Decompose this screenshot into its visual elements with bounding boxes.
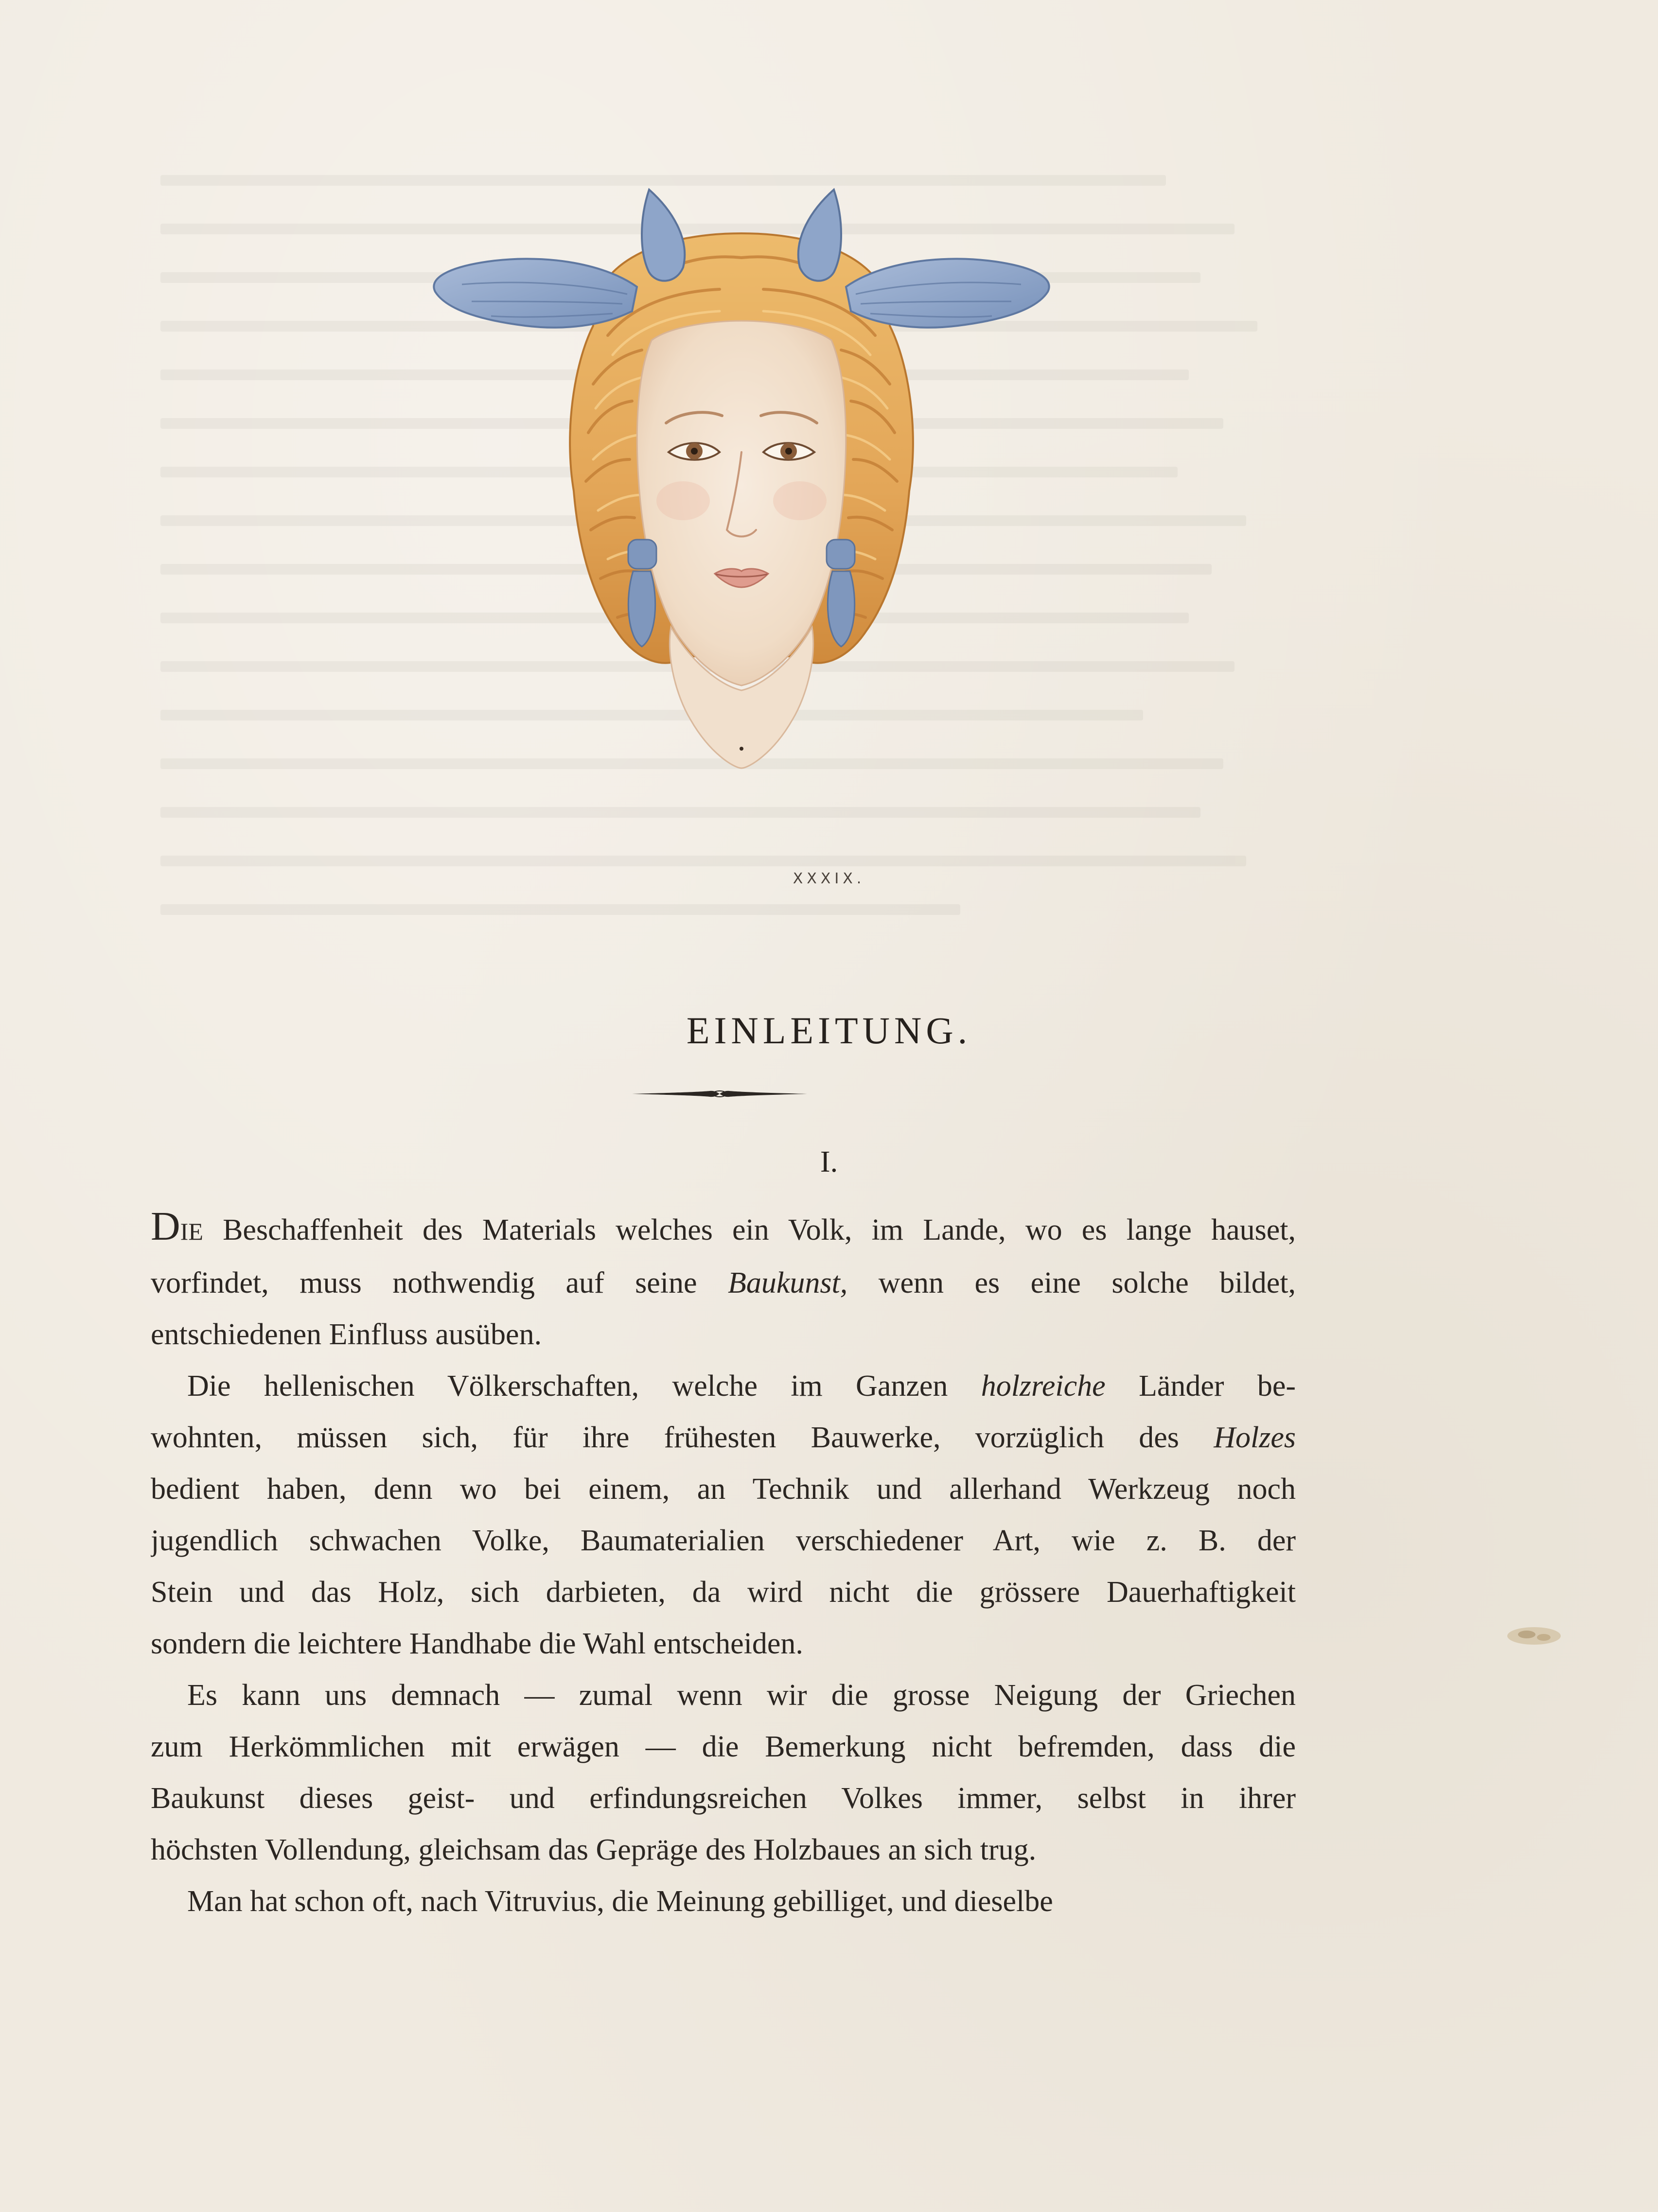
body-text	[151, 1201, 1296, 1927]
ornamental-rule	[632, 1087, 807, 1101]
text-segment: Es kann uns demnach — zumal wenn wir die grosse Neigung der Griechen	[187, 1679, 1296, 1712]
text-line	[151, 1618, 1296, 1669]
text-line	[151, 1773, 1296, 1824]
text-segment: sondern die leichtere Handhabe die Wahl entscheiden.	[151, 1627, 803, 1660]
paragraph	[151, 1669, 1296, 1876]
text-segment: bedient haben, denn wo bei einem, an Technik und allerhand Werkzeug noch	[151, 1473, 1296, 1506]
page-title: EINLEITUNG.	[686, 1009, 972, 1052]
text-line	[151, 1257, 1296, 1309]
text-line	[151, 1360, 1296, 1412]
text-segment: zum Herkömmlichen mit erwägen — die Bemerkung nicht befremden, dass die	[151, 1730, 1296, 1763]
italic-text: Holzes	[1214, 1421, 1296, 1454]
italic-text: Baukunst,	[728, 1266, 848, 1299]
text-segment: Die hellenischen Völkerschaften, welche im Ganzen	[187, 1369, 981, 1403]
text-segment: Stein und das Holz, sich darbieten, da wird nicht die grössere Dauerhaftigkeit	[151, 1576, 1296, 1609]
italic-text: holzreiche	[981, 1369, 1106, 1403]
text-segment: Beschaffenheit des Materials welches ein Volk, im Lande, wo es lange hauset,	[203, 1213, 1296, 1246]
section-number: I.	[820, 1145, 838, 1178]
text-line	[151, 1412, 1296, 1463]
text-line	[151, 1824, 1296, 1876]
plate-number: XXXIX.	[793, 870, 865, 887]
text-segment: IE	[180, 1218, 203, 1245]
text-segment: vorfindet, muss nothwendig auf seine	[151, 1266, 728, 1299]
paragraph	[151, 1360, 1296, 1669]
text-segment: Länder be-	[1105, 1369, 1296, 1403]
text-segment: Baukunst dieses geist- und erfindungsreichen Volkes immer, selbst in ihrer	[151, 1782, 1296, 1815]
text-segment: entschiedenen Einfluss ausüben.	[151, 1318, 542, 1351]
text-segment: höchsten Vollendung, gleichsam das Gepräge des Holzbaues an sich trug.	[151, 1833, 1037, 1866]
text-line	[151, 1566, 1296, 1618]
paper-stain	[1502, 1624, 1566, 1648]
text-line	[151, 1463, 1296, 1515]
text-line	[151, 1515, 1296, 1566]
text-segment: D	[151, 1204, 180, 1249]
text-segment: Man hat schon oft, nach Vitruvius, die Meinung gebilliget, und dieselbe	[187, 1885, 1053, 1918]
text-line	[151, 1876, 1296, 1927]
text-line	[151, 1721, 1296, 1773]
text-segment: jugendlich schwachen Volke, Baumaterialien verschiedener Art, wie z. B. der	[151, 1524, 1296, 1557]
winged-female-head-icon	[379, 180, 1104, 788]
text-line	[151, 1201, 1296, 1257]
text-line	[151, 1669, 1296, 1721]
paragraph	[151, 1876, 1296, 1927]
paragraph	[151, 1201, 1296, 1360]
text-line	[151, 1309, 1296, 1360]
text-segment: wenn es eine solche bildet,	[847, 1266, 1296, 1299]
text-segment: wohnten, müssen sich, für ihre frühesten Bauwerke, vorzüglich des	[151, 1421, 1214, 1454]
